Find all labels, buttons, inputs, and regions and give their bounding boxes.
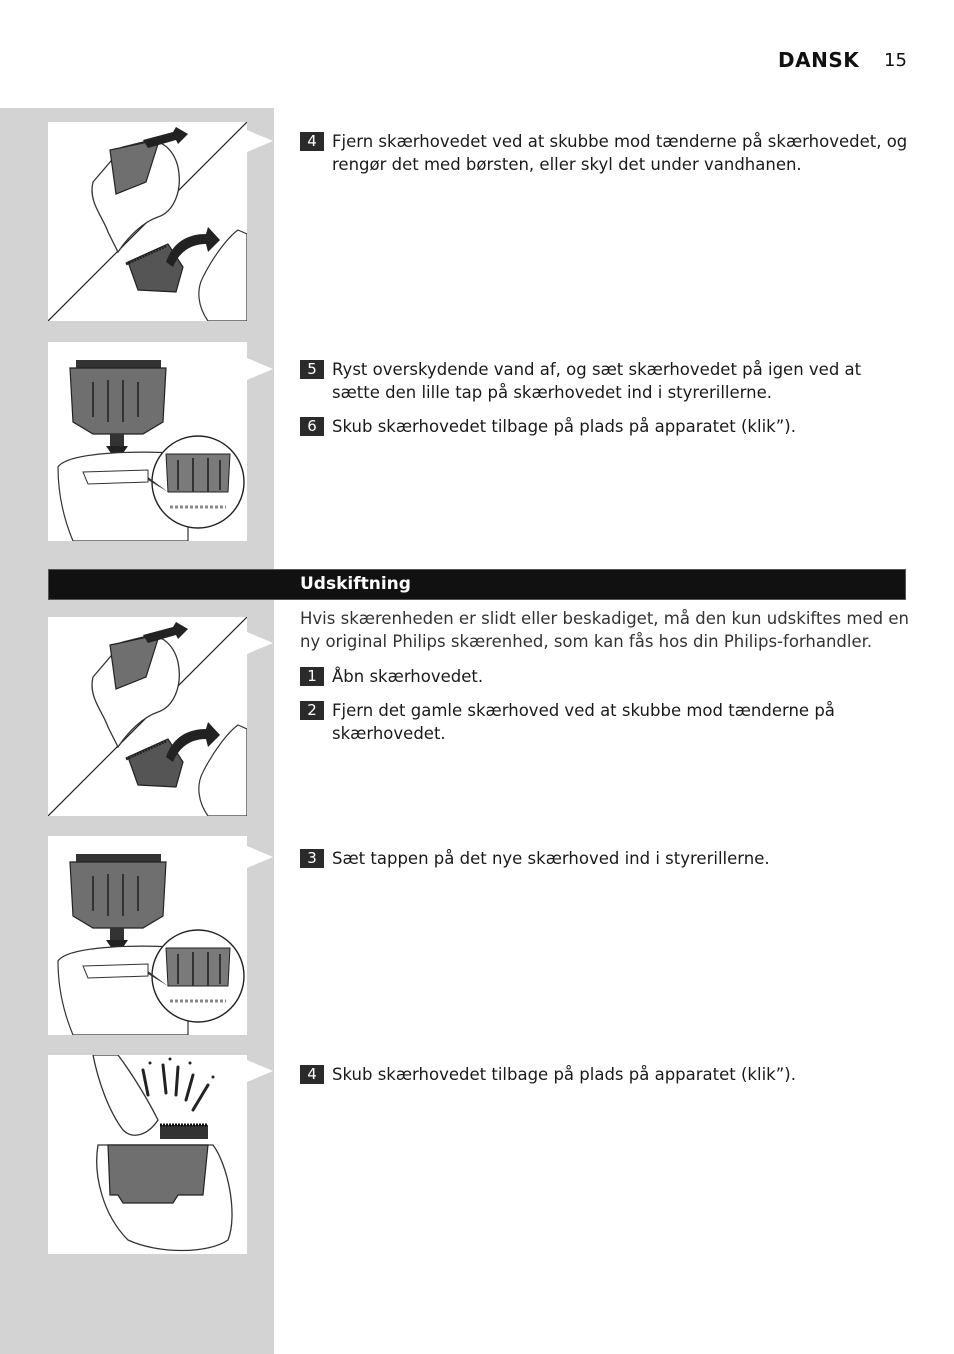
step-text: Skub skærhovedet tilbage på plads på apparatet (klik”). [332, 417, 796, 436]
insert-head-icon [48, 836, 247, 1035]
step-number: 4 [300, 132, 324, 151]
figure-pointer [247, 130, 273, 152]
click-head-icon [48, 1055, 247, 1254]
step-number: 2 [300, 701, 324, 720]
figure-remove-head-2 [48, 617, 247, 816]
step-replacement-4 [300, 1063, 910, 1086]
insert-head-icon [48, 342, 247, 541]
figure-pointer [247, 358, 273, 380]
step-text: Fjern skærhovedet ved at skubbe mod tænderne på skærhovedet, og rengør det med børsten, eller skyl det under vandhanen. [332, 132, 908, 174]
step-replacement-1 [300, 665, 910, 688]
step-number: 4 [300, 1065, 324, 1084]
step-text: Åbn skærhovedet. [332, 667, 484, 686]
step-cleaning-4 [300, 130, 910, 176]
figure-pointer [247, 846, 273, 868]
section-title: Udskiftning [300, 574, 411, 594]
figure-insert-head-1 [48, 342, 247, 541]
language-heading: DANSK [778, 48, 860, 72]
step-number: 1 [300, 667, 324, 686]
step-text: Sæt tappen på det nye skærhoved ind i styrerillerne. [332, 849, 770, 868]
section-heading-bar [48, 569, 906, 600]
step-replacement-2 [300, 699, 910, 745]
remove-head-icon [48, 617, 247, 816]
step-cleaning-6 [300, 415, 910, 438]
section-intro: Hvis skærenheden er slidt eller beskadiget, må den kun udskiftes med en ny original Philips skærenhed, som kan fås hos din Philips-forhandler. [300, 609, 909, 651]
page-number: 15 [884, 50, 907, 71]
step-number: 5 [300, 360, 324, 379]
figure-click-head [48, 1055, 247, 1254]
figure-pointer [247, 632, 273, 654]
step-cleaning-5 [300, 358, 910, 404]
step-text: Ryst overskydende vand af, og sæt skærhovedet på igen ved at sætte den lille tap på skærhovedet ind i styrerillerne. [332, 360, 862, 402]
step-text: Skub skærhovedet tilbage på plads på apparatet (klik”). [332, 1065, 796, 1084]
figure-insert-head-2 [48, 836, 247, 1035]
step-replacement-3 [300, 847, 910, 870]
step-number: 6 [300, 417, 324, 436]
figure-remove-head-1 [48, 122, 247, 321]
step-text: Fjern det gamle skærhoved ved at skubbe mod tænderne på skærhovedet. [332, 701, 835, 743]
step-number: 3 [300, 849, 324, 868]
remove-head-icon [48, 122, 247, 321]
figure-pointer [247, 1060, 273, 1082]
